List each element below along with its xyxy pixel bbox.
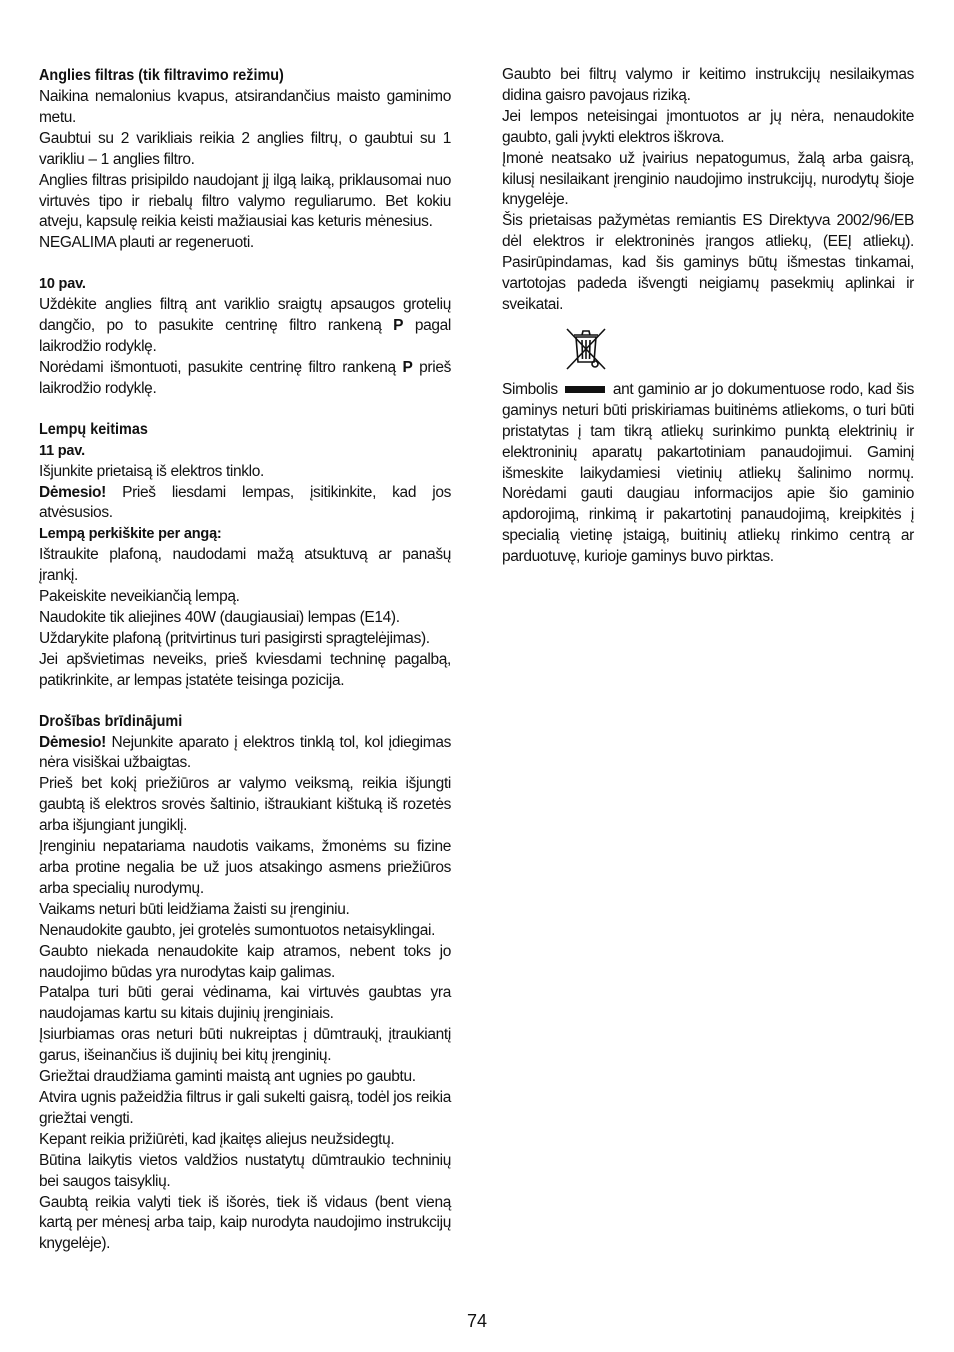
paragraph: Jei lempos neteisingai įmontuotos ar jų nėra, nenaudokite gaubto, gali įvykti elektros iškrova. [502, 107, 914, 146]
page-number: 74 [466, 1311, 488, 1331]
solid-bar-symbol [565, 386, 605, 393]
paragraph: Šis prietaisas pažymėtas remiantis ES Direktyva 2002/96/EB dėl elektros ir elektroninės įrangos atliekų, (EEĮ atliekų). Pasirūpindamas, kad šis gaminys būtų išmestas tinkamai, vartotojas padeda išvengti neigiamų pasekmių aplinkai ir sveikatai. [502, 212, 914, 313]
left-column [39, 65, 451, 1255]
paragraph: Uždarykite plafoną (pritvirtinus turi pasigirsti spragtelėjimas). [39, 629, 430, 647]
paragraph: Anglies filtras prisipildo naudojant jį ilgą laiką, priklausomai nuo virtuvės tipo ir riebalų filtro valymo reguliarumo. Bet kokiu atveju, kapsulę reikia keisti mažiausiai kas keturis mėnesius. [39, 171, 451, 231]
paragraph: Išjunkite prietaisą iš elektros tinklo. [39, 462, 264, 480]
paragraph: Gaubtą reikia valyti tiek iš išorės, tiek iš vidaus (bent vieną kartą per mėnesį arba taip, kaip nurodyta naudojimo instrukcijų knygelėje). [39, 1193, 451, 1253]
paragraph: Simbolis ant gaminio ar jo dokumentuose rodo, kad šis gaminys neturi būti priskiriamas buitinėms atliekoms, o turi būti pristatytas į tam tikrą atliekų surinkimo punktą elektrinių ir elektroninių aparatų pakartotiniam panaudojimui. Gaminį išmeskite laikydamiesi vietinių atliekų šalinimo normų. Norėdami gauti daugiau informacijos apie šio gaminio apdorojimą, rinkimą ir pakartotinį panaudojimą, kreipkitės į specialią vietinę įstaigą, buitinių atliekų rinkimo centrą ar parduotuvę, kurioje gaminys buvo pirktas. [502, 380, 914, 566]
paragraph: Nenaudokite gaubto, jei grotelės sumontuotos netaisyklingai. [39, 921, 436, 939]
paragraph: Įmonė neatsako už įvairius nepatogumus, žalą arba gaisrą, kilusį nesilaikant įrenginio naudojimo instrukcijų, nurodytų šioje knygelėje. [502, 149, 914, 209]
section-title-lamp-replacement: Lempų keitimas [39, 420, 148, 438]
paragraph: Būtina laikytis vietos valdžios nustatytų dūmtraukio techninių bei saugos taisyklių. [39, 1151, 451, 1190]
paragraph: Ištraukite plafoną, naudodami mažą atsuktuvą ar panašų įrankį. [39, 546, 451, 585]
right-column [502, 65, 914, 568]
paragraph: Atvira ugnis pažeidžia filtrus ir gali sukelti gaisrą, todėl jos reikia griežtai vengti. [39, 1088, 451, 1127]
figure-ref: 11 pav. [39, 442, 85, 459]
paragraph: Jei apšvietimas neveiks, prieš kviesdami techninę pagalbą, patikrinkite, ar lempas įstatėte teisinga pozicija. [39, 650, 451, 689]
paragraph: Gaubto bei filtrų valymo ir keitimo instrukcijų nesilaikymas didina gaisro pavojaus riziką. [502, 66, 914, 104]
paragraph: Įrenginiu nepatariama naudotis vaikams, žmonėms su fizine arba protine negalia be už juos atsakingo asmens priežiūros arba specialių nurodymų. [39, 838, 451, 897]
paragraph: Pakeiskite neveikiančią lempą. [39, 588, 240, 606]
paragraph: Gaubtui su 2 varikliais reikia 2 anglies filtrų, o gaubtui su 1 varikliu – 1 anglies filtro. [39, 129, 451, 168]
section-title-safety-warnings: Drošības brīdinājumi [39, 712, 183, 730]
paragraph: Naudokite tik aliejines 40W (daugiausiai) lempas (E14). [39, 608, 400, 626]
paragraph: Naikina nemalonius kvapus, atsirandančius maisto gaminimo metu. [39, 88, 451, 126]
subheading: Lempą perkiškite per angą: [39, 526, 222, 543]
paragraph: NEGALIMA plauti ar regeneruoti. [39, 234, 254, 252]
paragraph: Kepant reikia prižiūrėti, kad įkaitęs aliejus neužsidegtų. [39, 1130, 395, 1148]
paragraph: Gaubto niekada nenaudokite kaip atramos, nebent toks jo naudojimo būdas yra nurodytas kaip galimas. [39, 942, 451, 981]
crossed-out-wheelie-bin-icon [562, 324, 610, 372]
paragraph: Dėmesio! Nejunkite aparato į elektros tinklą tol, kol įdiegimas nėra visiškai užbaigtas. [39, 733, 451, 772]
paragraph: Dėmesio! Prieš liesdami lempas, įsitikinkite, kad jos atvėsusios. [39, 483, 451, 522]
figure-ref: 10 pav. [39, 276, 86, 293]
paragraph: Griežtai draudžiama gaminti maistą ant ugnies po gaubtu. [39, 1068, 416, 1086]
paragraph: Vaikams neturi būti leidžiama žaisti su įrenginiu. [39, 900, 350, 918]
paragraph: Įsiurbiamas oras neturi būti nukreiptas į dūmtraukį, įtraukiantį garus, išeinančius iš dujinių bei kitų įrenginių. [39, 1026, 451, 1065]
paragraph: Patalpa turi būti gerai vėdinama, kai virtuvės gaubtas yra naudojamas kartu su kitais dujinių įrenginiais. [39, 984, 451, 1023]
paragraph: Uždėkite anglies filtrą ant variklio sraigtų apsaugos grotelių dangčio, po to pasukite centrinę filtro rankeną P pagal laikrodžio rodyklę. [39, 296, 451, 355]
paragraph: Norėdami išmontuoti, pasukite centrinę filtro rankeną P prieš laikrodžio rodyklę. [39, 358, 452, 397]
section-title-carbon-filter: Anglies filtras (tik filtravimo režimu) [39, 67, 284, 84]
paragraph: Prieš bet kokį priežiūros ar valymo veiksmą, reikia išjungti gaubtą iš elektros srovės šaltinio, ištraukiant kištuką iš rozetės arba išjungiant jungiklį. [39, 775, 451, 835]
